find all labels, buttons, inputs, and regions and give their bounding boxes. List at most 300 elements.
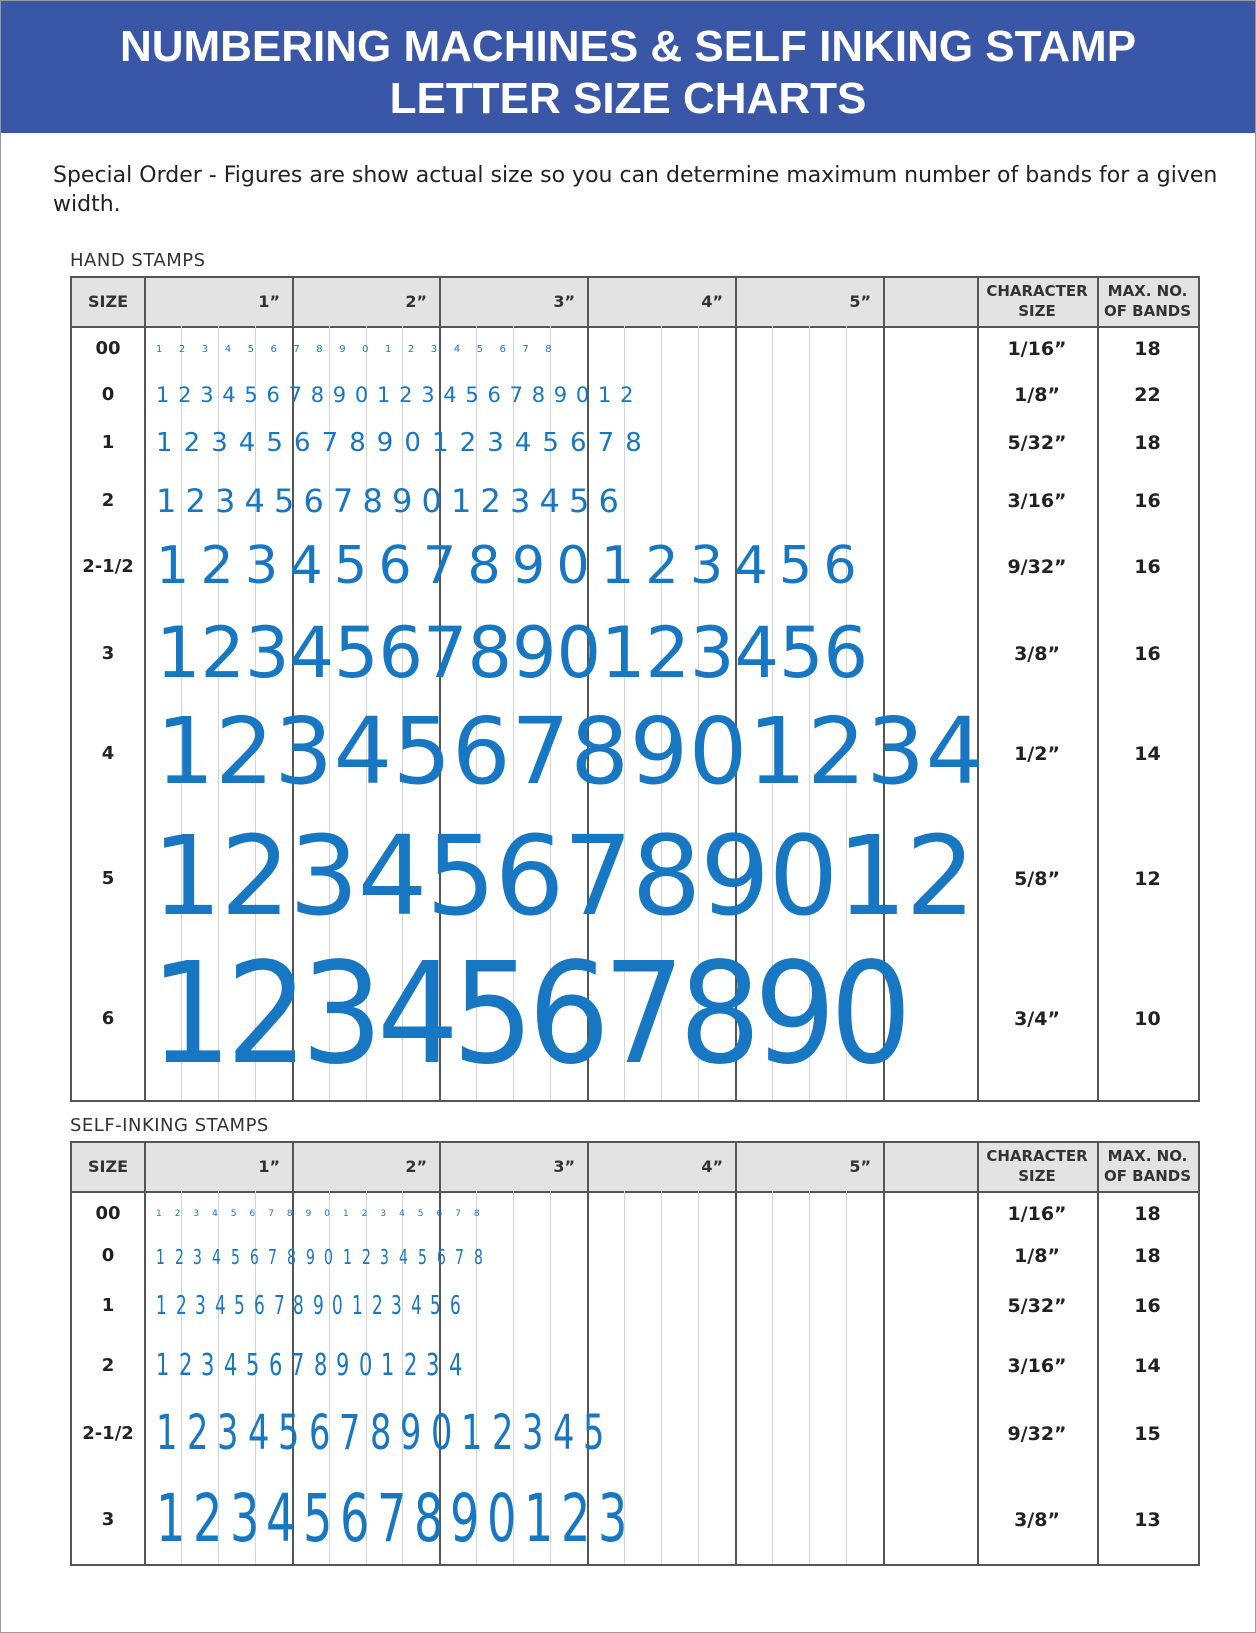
hand-digit: 8 xyxy=(349,427,366,458)
hand-digit: 7 xyxy=(563,811,633,940)
self-digit: 1 xyxy=(156,1348,170,1384)
self-digit: 4 xyxy=(214,1290,226,1321)
hand-digit: 6 xyxy=(823,611,869,694)
hand-digit: 9 xyxy=(339,343,346,355)
hand-row-max-bands: 14 xyxy=(1134,743,1161,765)
self-digit: 4 xyxy=(223,1348,237,1384)
hand-digit: 4 xyxy=(925,697,985,805)
hand-digit: 4 xyxy=(453,343,461,355)
hand-digit: 6 xyxy=(487,382,501,407)
self-row-size: 1 xyxy=(101,1295,115,1316)
self-digit: 3 xyxy=(380,1209,387,1220)
hand-digit: 2 xyxy=(220,811,291,940)
hand-digit: 0 xyxy=(575,382,590,407)
self-digit: 1 xyxy=(156,1405,178,1462)
hand-digit: 8 xyxy=(310,382,325,407)
self-inking-label: SELF-INKING STAMPS xyxy=(70,1115,269,1136)
self-digit: 5 xyxy=(583,1405,605,1462)
hand-digit: 3 xyxy=(245,611,290,694)
self-digit: 2 xyxy=(560,1480,591,1558)
hand-digit: 7 xyxy=(423,535,457,596)
hand-digit: 4 xyxy=(443,382,457,407)
self-digit: 1 xyxy=(156,1290,167,1321)
hand-digit: 5 xyxy=(465,382,479,407)
self-digit: 1 xyxy=(352,1290,363,1321)
self-digit: 5 xyxy=(230,1209,237,1220)
hand-row-max-bands: 18 xyxy=(1134,432,1161,454)
self-digit: 3 xyxy=(522,1405,544,1462)
hand-digit: 2 xyxy=(225,933,308,1097)
self-digit: 4 xyxy=(448,1348,462,1384)
hand-digit: 1 xyxy=(156,482,177,521)
hand-digit: 7 xyxy=(603,933,685,1097)
hand-digit: 6 xyxy=(378,535,412,596)
self-row-char-size: 1/8” xyxy=(1014,1245,1060,1267)
intro-text: Special Order - Figures are show actual size so you can determine maximum number of bands for a given width. xyxy=(53,163,1218,217)
self-digit: 0 xyxy=(324,1209,331,1220)
hand-digit: 2 xyxy=(459,427,477,458)
hand-digit: 8 xyxy=(467,535,501,596)
self-digit: 2 xyxy=(491,1405,513,1462)
hand-digit: 1 xyxy=(156,535,190,596)
self-digit: 9 xyxy=(305,1209,312,1220)
self-inking-table xyxy=(70,1141,1200,1566)
self-digit: 6 xyxy=(436,1209,443,1220)
hand-digit: 2 xyxy=(178,343,186,355)
self-digit: 2 xyxy=(403,1348,417,1384)
self-digit: 4 xyxy=(552,1405,574,1462)
self-row-max-bands: 14 xyxy=(1134,1355,1161,1377)
self-row-char-size: 9/32” xyxy=(1007,1423,1067,1445)
char-size-line1: CHARACTER xyxy=(986,282,1088,300)
self-col-inch5: 5” xyxy=(849,1157,871,1176)
self-digit: 2 xyxy=(174,1244,184,1269)
self-row-size: 00 xyxy=(95,1203,121,1224)
hand-digit: 8 xyxy=(631,811,702,940)
self-digit: 2 xyxy=(361,1209,368,1220)
self-digit: 5 xyxy=(303,1480,333,1558)
self-digit: 8 xyxy=(473,1209,480,1220)
self-digit: 7 xyxy=(291,1348,305,1384)
self-digit: 5 xyxy=(417,1209,424,1220)
hand-digit: 8 xyxy=(570,697,629,805)
hand-row-max-bands: 22 xyxy=(1134,384,1161,406)
hand-digit: 4 xyxy=(333,697,393,805)
hand-digit: 9 xyxy=(629,697,689,805)
self-digit: 5 xyxy=(278,1405,300,1462)
hand-digit: 1 xyxy=(432,427,449,458)
hand-digit: 8 xyxy=(545,343,552,355)
hand-digit: 5 xyxy=(779,535,813,596)
max-bands-line1: MAX. NO. xyxy=(1107,1147,1188,1165)
hand-digit: 4 xyxy=(244,482,265,521)
hand-col-inch1: 1” xyxy=(258,292,280,311)
self-row-size: 2-1/2 xyxy=(82,1423,134,1444)
self-digit: 3 xyxy=(380,1244,390,1269)
self-digit: 7 xyxy=(455,1244,465,1269)
hand-digit: 3 xyxy=(866,697,925,805)
hand-row-max-bands: 18 xyxy=(1134,338,1161,360)
max-bands-line1: MAX. NO. xyxy=(1107,282,1188,300)
self-digit: 8 xyxy=(286,1244,296,1269)
hand-digit: 9 xyxy=(512,535,546,596)
hand-digit: 9 xyxy=(700,811,770,940)
self-row-size: 3 xyxy=(101,1509,115,1530)
hand-digit: 6 xyxy=(303,482,324,521)
hand-digit: 7 xyxy=(511,697,570,805)
hand-digit: 0 xyxy=(688,697,748,805)
hand-row-char-size: 1/16” xyxy=(1007,338,1067,360)
hand-digit: 4 xyxy=(222,382,236,407)
self-digit: 1 xyxy=(524,1480,554,1558)
self-digit: 9 xyxy=(400,1405,422,1462)
self-digit: 4 xyxy=(266,1480,296,1558)
title-line-1: NUMBERING MACHINES & SELF INKING STAMP xyxy=(119,22,1137,71)
hand-digit: 8 xyxy=(362,482,383,521)
title-line-2: LETTER SIZE CHARTS xyxy=(389,74,867,123)
hand-col-size: SIZE xyxy=(87,292,128,311)
hand-digit: 9 xyxy=(392,482,413,521)
hand-digit: 8 xyxy=(531,382,546,407)
self-digit: 3 xyxy=(597,1480,627,1558)
self-digit: 1 xyxy=(461,1405,483,1462)
hand-digit: 5 xyxy=(266,427,283,458)
self-digit: 6 xyxy=(254,1290,265,1321)
hand-digit: 6 xyxy=(823,535,857,596)
self-digit: 3 xyxy=(193,1244,203,1269)
hand-digit: 7 xyxy=(293,343,300,355)
self-digit: 8 xyxy=(293,1290,304,1321)
hand-digit: 8 xyxy=(678,933,761,1097)
self-digit: 5 xyxy=(230,1244,240,1269)
hand-digit: 4 xyxy=(734,611,780,694)
hand-row-max-bands: 10 xyxy=(1134,1008,1161,1030)
hand-digit: 3 xyxy=(690,611,735,694)
self-row-max-bands: 16 xyxy=(1134,1295,1161,1317)
self-digit: 6 xyxy=(268,1348,282,1384)
self-digit: 3 xyxy=(391,1290,402,1321)
self-digit: 4 xyxy=(247,1405,269,1462)
self-row-max-bands: 18 xyxy=(1134,1203,1161,1225)
char-size-line2: SIZE xyxy=(1018,1167,1056,1185)
hand-digit: 0 xyxy=(829,933,912,1097)
self-col-size: SIZE xyxy=(87,1157,128,1176)
max-bands-line2: OF BANDS xyxy=(1103,302,1192,320)
hand-row-size: 0 xyxy=(101,384,115,405)
hand-digit: 5 xyxy=(452,933,534,1097)
hand-digit: 2 xyxy=(200,611,246,694)
self-digit: 8 xyxy=(473,1244,483,1269)
self-digit: 0 xyxy=(430,1405,452,1462)
hand-digit: 3 xyxy=(245,535,279,596)
hand-digit: 1 xyxy=(150,933,232,1097)
self-col-inch4: 4” xyxy=(701,1157,723,1176)
self-digit: 3 xyxy=(193,1209,200,1220)
hand-col-inch4: 4” xyxy=(701,292,723,311)
self-digit: 0 xyxy=(487,1480,517,1558)
self-digit: 8 xyxy=(286,1209,293,1220)
hand-digit: 6 xyxy=(598,482,619,521)
hand-digit: 6 xyxy=(527,933,610,1097)
hand-row-max-bands: 16 xyxy=(1134,490,1161,512)
hand-digit: 9 xyxy=(332,382,347,407)
hand-digit: 2 xyxy=(645,611,691,694)
self-digit: 1 xyxy=(343,1244,352,1269)
hand-digit: 5 xyxy=(334,611,379,694)
hand-digit: 1 xyxy=(837,811,907,940)
hand-digit: 3 xyxy=(301,933,383,1097)
hand-digit: 2 xyxy=(183,427,201,458)
self-digit: 1 xyxy=(343,1209,349,1220)
self-row-size: 0 xyxy=(101,1245,115,1266)
title-banner xyxy=(1,1,1255,133)
self-digit: 5 xyxy=(246,1348,260,1384)
hand-digit: 5 xyxy=(247,343,254,355)
hand-digit: 1 xyxy=(451,482,472,521)
hand-digit: 1 xyxy=(598,382,612,407)
hand-digit: 1 xyxy=(156,697,215,805)
self-digit: 0 xyxy=(324,1244,334,1269)
hand-digit: 3 xyxy=(430,343,438,355)
hand-row-char-size: 9/32” xyxy=(1007,556,1067,578)
hand-digit: 7 xyxy=(288,382,302,407)
self-digit: 4 xyxy=(212,1209,218,1220)
self-digit: 4 xyxy=(399,1209,405,1220)
hand-digit: 0 xyxy=(362,343,369,355)
hand-digit: 6 xyxy=(452,697,511,805)
hand-digit: 2 xyxy=(399,382,413,407)
hand-digit: 2 xyxy=(620,382,634,407)
hand-digit: 4 xyxy=(734,535,768,596)
self-digit: 7 xyxy=(268,1209,274,1220)
hand-row-size: 2-1/2 xyxy=(82,556,134,577)
self-digit: 6 xyxy=(450,1290,461,1321)
hand-digit: 5 xyxy=(476,343,483,355)
self-digit: 2 xyxy=(186,1405,208,1462)
self-digit: 4 xyxy=(410,1290,422,1321)
self-digit: 6 xyxy=(249,1209,256,1220)
hand-digit: 2 xyxy=(807,697,866,805)
hand-row-size: 4 xyxy=(101,743,115,764)
hand-digit: 1 xyxy=(601,535,635,596)
self-digit: 6 xyxy=(249,1244,259,1269)
self-digit: 7 xyxy=(455,1209,461,1220)
self-digit: 6 xyxy=(308,1405,330,1462)
hand-digit: 0 xyxy=(354,382,369,407)
hand-digit: 3 xyxy=(200,382,214,407)
self-digit: 2 xyxy=(174,1209,181,1220)
hand-digit: 0 xyxy=(556,611,602,694)
hand-digit: 4 xyxy=(514,427,532,458)
self-digit: 2 xyxy=(175,1290,187,1321)
hand-digit: 6 xyxy=(570,427,587,458)
hand-row-char-size: 3/16” xyxy=(1007,490,1067,512)
hand-digit: 2 xyxy=(178,382,192,407)
hand-digit: 9 xyxy=(553,382,568,407)
self-digit: 2 xyxy=(192,1480,223,1558)
hand-row-char-size: 3/4” xyxy=(1014,1008,1060,1030)
hand-digit: 3 xyxy=(421,382,435,407)
hand-row-size: 5 xyxy=(101,868,115,889)
hand-stamps-label: HAND STAMPS xyxy=(70,250,206,271)
hand-row-char-size: 1/2” xyxy=(1014,743,1060,765)
hand-digit: 6 xyxy=(499,343,506,355)
self-row-max-bands: 18 xyxy=(1134,1245,1161,1267)
hand-digit: 3 xyxy=(510,482,531,521)
self-digit: 2 xyxy=(361,1244,371,1269)
hand-digit: 2 xyxy=(905,811,976,940)
hand-digit: 1 xyxy=(601,611,646,694)
self-digit: 9 xyxy=(450,1480,480,1558)
self-digit: 4 xyxy=(399,1244,409,1269)
self-row-char-size: 3/8” xyxy=(1014,1509,1060,1531)
hand-row-size: 6 xyxy=(101,1008,115,1029)
self-col-inch1: 1” xyxy=(258,1157,280,1176)
hand-digit: 6 xyxy=(378,611,424,694)
hand-digit: 9 xyxy=(376,427,394,458)
self-row-char-size: 5/32” xyxy=(1007,1295,1067,1317)
hand-row-max-bands: 16 xyxy=(1134,643,1161,665)
hand-digit: 3 xyxy=(215,482,236,521)
hand-row-char-size: 1/8” xyxy=(1014,384,1060,406)
hand-col-inch5: 5” xyxy=(849,292,871,311)
self-col-inch2: 2” xyxy=(405,1157,427,1176)
self-digit: 7 xyxy=(268,1244,278,1269)
self-digit: 7 xyxy=(273,1290,285,1321)
char-size-line2: SIZE xyxy=(1018,302,1056,320)
hand-digit: 5 xyxy=(334,535,368,596)
hand-stamps-table xyxy=(70,276,1200,1102)
hand-row-char-size: 5/32” xyxy=(1007,432,1067,454)
hand-digit: 7 xyxy=(509,382,523,407)
hand-digit: 3 xyxy=(487,427,504,458)
self-digit: 3 xyxy=(195,1290,206,1321)
hand-digit: 8 xyxy=(467,611,513,694)
self-digit: 3 xyxy=(217,1405,239,1462)
hand-digit: 4 xyxy=(539,482,560,521)
char-size-line1: CHARACTER xyxy=(986,1147,1088,1165)
hand-digit: 2 xyxy=(480,482,501,521)
hand-digit: 3 xyxy=(201,343,209,355)
hand-digit: 7 xyxy=(522,343,529,355)
hand-digit: 5 xyxy=(426,811,496,940)
hand-row-size: 2 xyxy=(101,490,115,511)
hand-digit: 4 xyxy=(357,811,428,940)
hand-digit: 8 xyxy=(625,427,642,458)
hand-digit: 2 xyxy=(200,535,234,596)
self-row-char-size: 1/16” xyxy=(1007,1203,1067,1225)
hand-digit: 0 xyxy=(556,535,590,596)
hand-digit: 5 xyxy=(244,382,258,407)
self-digit: 7 xyxy=(339,1405,361,1462)
self-digit: 4 xyxy=(212,1244,222,1269)
hand-row-char-size: 5/8” xyxy=(1014,868,1060,890)
self-digit: 8 xyxy=(369,1405,391,1462)
self-digit: 9 xyxy=(305,1244,315,1269)
self-digit: 9 xyxy=(312,1290,324,1321)
hand-digit: 6 xyxy=(294,427,311,458)
hand-digit: 1 xyxy=(156,382,170,407)
self-digit: 3 xyxy=(201,1348,215,1384)
hand-digit: 1 xyxy=(748,697,807,805)
hand-digit: 4 xyxy=(289,611,335,694)
self-digit: 8 xyxy=(413,1480,443,1558)
hand-digit: 3 xyxy=(274,697,333,805)
hand-digit: 5 xyxy=(779,611,824,694)
self-digit: 7 xyxy=(376,1480,407,1558)
hand-digit: 6 xyxy=(494,811,565,940)
hand-row-max-bands: 16 xyxy=(1134,556,1161,578)
self-digit: 1 xyxy=(156,1244,165,1269)
self-col-inch3: 3” xyxy=(553,1157,575,1176)
self-row-max-bands: 15 xyxy=(1134,1423,1161,1445)
hand-digit: 0 xyxy=(768,811,839,940)
self-digit: 1 xyxy=(381,1348,395,1384)
self-digit: 3 xyxy=(426,1348,440,1384)
hand-digit: 1 xyxy=(377,382,391,407)
hand-digit: 4 xyxy=(289,535,323,596)
self-digit: 0 xyxy=(332,1290,344,1321)
hand-digit: 3 xyxy=(211,427,228,458)
hand-digit: 6 xyxy=(266,382,280,407)
self-digit: 3 xyxy=(229,1480,259,1558)
hand-digit: 1 xyxy=(385,343,392,355)
hand-row-max-bands: 12 xyxy=(1134,868,1161,890)
hand-digit: 5 xyxy=(569,482,590,521)
hand-digit: 1 xyxy=(156,611,201,694)
self-digit: 6 xyxy=(436,1244,446,1269)
self-digit: 5 xyxy=(430,1290,442,1321)
hand-row-size: 1 xyxy=(101,432,115,453)
hand-digit: 1 xyxy=(156,343,163,355)
hand-digit: 4 xyxy=(376,933,459,1097)
hand-row-char-size: 3/8” xyxy=(1014,643,1060,665)
hand-digit: 2 xyxy=(215,697,274,805)
self-row-char-size: 3/16” xyxy=(1007,1355,1067,1377)
hand-digit: 2 xyxy=(407,343,415,355)
hand-digit: 3 xyxy=(690,535,724,596)
self-digit: 5 xyxy=(417,1244,427,1269)
self-digit: 8 xyxy=(313,1348,327,1384)
hand-row-size: 3 xyxy=(101,643,115,664)
hand-col-inch2: 2” xyxy=(405,292,427,311)
hand-digit: 9 xyxy=(512,611,557,694)
hand-digit: 7 xyxy=(597,427,615,458)
hand-digit: 7 xyxy=(423,611,468,694)
hand-digit: 7 xyxy=(321,427,339,458)
hand-digit: 2 xyxy=(645,535,679,596)
self-digit: 0 xyxy=(358,1348,372,1384)
hand-col-inch3: 3” xyxy=(553,292,575,311)
self-digit: 2 xyxy=(371,1290,383,1321)
hand-digit: 2 xyxy=(185,482,206,521)
self-digit: 1 xyxy=(156,1209,162,1220)
hand-digit: 1 xyxy=(156,427,173,458)
self-digit: 9 xyxy=(336,1348,350,1384)
hand-row-size: 00 xyxy=(95,338,121,359)
max-bands-line2: OF BANDS xyxy=(1103,1167,1192,1185)
hand-digit: 6 xyxy=(270,343,277,355)
hand-digit: 0 xyxy=(404,427,421,458)
hand-digit: 0 xyxy=(421,482,442,521)
hand-digit: 8 xyxy=(316,343,323,355)
hand-digit: 1 xyxy=(152,811,222,940)
hand-digit: 9 xyxy=(754,933,836,1097)
self-digit: 6 xyxy=(340,1480,370,1558)
self-digit: 2 xyxy=(178,1348,192,1384)
hand-digit: 4 xyxy=(224,343,232,355)
hand-digit: 5 xyxy=(542,427,559,458)
